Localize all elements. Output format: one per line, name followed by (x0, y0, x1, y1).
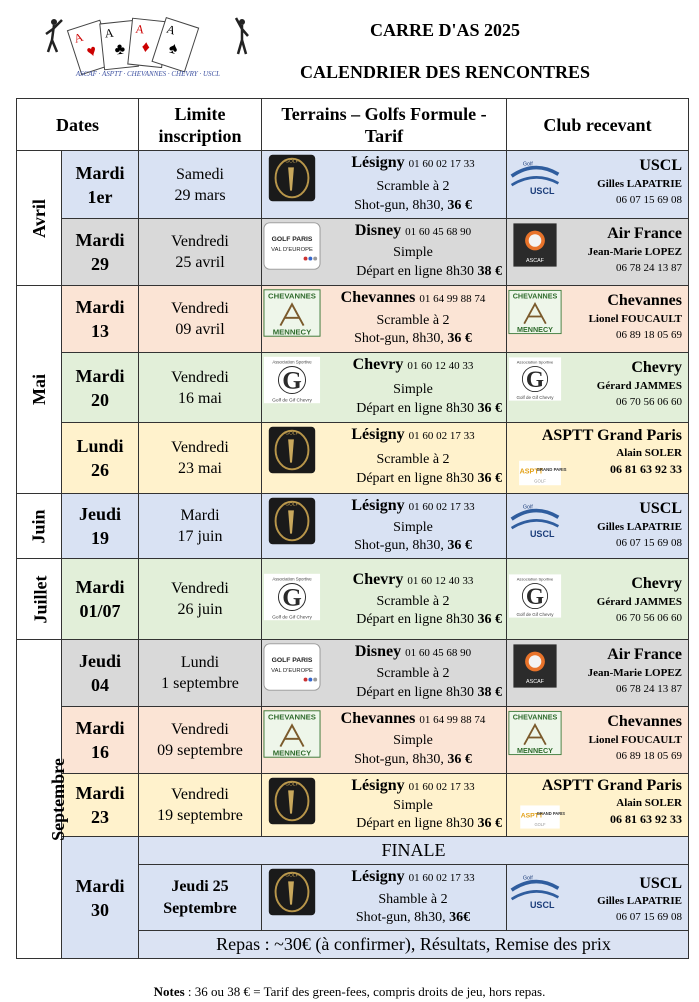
svg-text:G: G (525, 367, 545, 394)
ace-cards-icon (67, 18, 198, 75)
svg-text:VAL D'EUROPE: VAL D'EUROPE (271, 246, 313, 253)
svg-text:Golf de Gif Chevry: Golf de Gif Chevry (516, 611, 554, 617)
svg-text:GOLF: GOLF (285, 782, 299, 788)
table-row (17, 494, 689, 559)
svg-text:USCL: USCL (529, 529, 555, 540)
terrain-cell: CHEVANNES MENNECY Chevannes 01 64 99 88 74 Scramble à 2 Shot-gun, 8h30, 36 € (262, 286, 507, 353)
svg-text:A: A (164, 21, 178, 38)
table-row (17, 219, 689, 286)
table-row (17, 353, 689, 423)
date-cell: Jeudi 04 (62, 640, 139, 707)
calendar-table (16, 98, 689, 959)
club-cell: ASPTT GRAND PARIS GOLF ASPTT Grand Paris Alain SOLER 06 81 63 92 33 (507, 423, 689, 494)
club-cell: USCL Golf USCL Gilles LAPATRIE 06 07 15 69 08 (507, 865, 689, 931)
lesigny-golf-logo (263, 866, 321, 918)
svg-text:Golf: Golf (522, 504, 533, 511)
svg-text:GOLF: GOLF (285, 431, 299, 437)
terrain-cell: GOLF PARIS VAL D'EUROPE Disney 01 60 45 68 90 Scramble à 2 Départ en ligne 8h30 38 € (262, 640, 507, 707)
lesigny-golf-logo (263, 152, 321, 204)
svg-text:Association Sportive: Association Sportive (516, 576, 554, 582)
svg-text:GRAND PARIS: GRAND PARIS (536, 810, 566, 816)
limit-cell: Vendredi 09 avril (139, 286, 262, 353)
club-cell: USCL Golf USCL Gilles LAPATRIE 06 07 15 69 08 (507, 151, 689, 219)
svg-text:♦: ♦ (140, 38, 151, 57)
table-row (17, 707, 689, 774)
terrain-cell: GOLF Lésigny 01 60 02 17 33 Scramble à 2 Shot-gun, 8h30, 36 € (262, 151, 507, 219)
svg-text:Golf de Gif Chevry: Golf de Gif Chevry (516, 394, 554, 400)
limit-cell: Samedi 29 mars (139, 151, 262, 219)
svg-text:Association Sportive: Association Sportive (516, 359, 554, 365)
golfer-right-icon (236, 18, 248, 54)
date-cell: Mardi 29 (62, 219, 139, 286)
date-cell: Jeudi 19 (62, 494, 139, 559)
club-cell: CHEVANNES MENNECY Chevannes Lionel FOUCAULT 06 89 18 05 69 (507, 286, 689, 353)
limit-cell: Jeudi 25 Septembre (139, 865, 262, 931)
chevry-club-logo (508, 354, 562, 404)
table-row (17, 151, 689, 219)
table-row (17, 640, 689, 707)
page-subtitle: CALENDRIER DES RENCONTRES (299, 62, 591, 82)
svg-text:Golf: Golf (522, 875, 533, 882)
repas-info: Repas : ~30€ (à confirmer), Résultats, Remise des prix (139, 931, 689, 959)
date-cell: Mardi 13 (62, 286, 139, 353)
finale-label: FINALE (139, 837, 689, 865)
svg-text:ASPTT: ASPTT (519, 466, 544, 476)
svg-text:VAL D'EUROPE: VAL D'EUROPE (271, 667, 313, 674)
date-cell: Mardi 23 (62, 774, 139, 837)
svg-text:GOLF: GOLF (534, 478, 546, 484)
table-header-row (17, 99, 689, 151)
chevannes-golf-logo (263, 708, 321, 760)
table-row (17, 286, 689, 353)
limit-cell: Vendredi 16 mai (139, 353, 262, 423)
svg-text:GOLF PARIS: GOLF PARIS (271, 657, 313, 665)
svg-text:GOLF: GOLF (285, 873, 299, 879)
svg-text:USCL: USCL (529, 900, 555, 911)
svg-text:Golf: Golf (522, 161, 533, 168)
svg-text:GOLF: GOLF (285, 502, 299, 508)
chevannes-club-logo (508, 287, 562, 337)
svg-text:Association Sportive: Association Sportive (272, 359, 312, 365)
page-header (0, 0, 699, 95)
svg-text:CHEVANNES: CHEVANNES (512, 291, 558, 301)
month-cell: Juin (17, 494, 62, 559)
asptt-club-logo (508, 800, 572, 834)
date-cell: Mardi 20 (62, 353, 139, 423)
terrain-cell: GOLF PARIS VAL D'EUROPE Disney 01 60 45 68 90 Simple Départ en ligne 8h30 38 € (262, 219, 507, 286)
club-cell: ASPTT GRAND PARIS GOLF ASPTT Grand Paris Alain SOLER 06 81 63 92 33 (507, 774, 689, 837)
limit-cell: Vendredi 26 juin (139, 559, 262, 640)
uscl-club-logo (508, 495, 562, 545)
svg-text:Golf de Gif Chevry: Golf de Gif Chevry (272, 398, 312, 404)
terrain-cell: Association Sportive G Golf de Gif Chevry Chevry 01 60 12 40 33 Simple Départ en ligne 8h30 36 € (262, 353, 507, 423)
cards-golfer-logo (40, 14, 256, 78)
chevannes-club-logo (508, 708, 562, 758)
header-terrains: Terrains – Golfs Formule - Tarif (262, 99, 507, 151)
asptt-club-logo (508, 455, 572, 491)
footer-notes: Notes : 36 ou 38 € = Tarif des green-fees, compris droits de jeu, hors repas. (153, 984, 546, 999)
lesigny-golf-logo (263, 775, 321, 827)
ascaf-club-logo (508, 641, 562, 691)
terrain-cell: GOLF Lésigny 01 60 02 17 33 Shamble à 2 Shot-gun, 8h30, 36€ (262, 865, 507, 931)
club-cell: ASCAF Air France Jean-Marie LOPEZ 06 78 24 13 87 (507, 219, 689, 286)
chevry-golf-logo (263, 354, 321, 406)
uscl-club-logo (508, 152, 562, 202)
lesigny-golf-logo (263, 424, 321, 476)
svg-text:MENNECY: MENNECY (272, 748, 312, 758)
lesigny-golf-logo (263, 495, 321, 547)
table-row (17, 774, 689, 837)
terrain-cell: GOLF Lésigny 01 60 02 17 33 Scramble à 2 Départ en ligne 8h30 36 € (262, 423, 507, 494)
limit-cell: Vendredi 19 septembre (139, 774, 262, 837)
month-cell: Avril (17, 151, 62, 286)
chevannes-golf-logo (263, 287, 321, 339)
club-cell: ASCAF Air France Jean-Marie LOPEZ 06 78 24 13 87 (507, 640, 689, 707)
svg-text:Association Sportive: Association Sportive (272, 576, 312, 582)
limit-cell: Vendredi 23 mai (139, 423, 262, 494)
club-cell: USCL Golf USCL Gilles LAPATRIE 06 07 15 69 08 (507, 494, 689, 559)
club-cell: Association Sportive G Golf de Gif Chevry Chevry Gérard JAMMES 06 70 56 06 60 (507, 353, 689, 423)
svg-text:MENNECY: MENNECY (517, 745, 553, 755)
date-cell: Mardi 30 (62, 837, 139, 959)
terrain-cell: GOLF Lésigny 01 60 02 17 33 Simple Shot-gun, 8h30, 36 € (262, 494, 507, 559)
terrain-cell: GOLF Lésigny 01 60 02 17 33 Simple Départ en ligne 8h30 36 € (262, 774, 507, 837)
svg-text:GOLF: GOLF (534, 821, 546, 827)
club-cell: Association Sportive G Golf de Gif Chevry Chevry Gérard JAMMES 06 70 56 06 60 (507, 559, 689, 640)
disney-golf-logo (263, 220, 321, 272)
page-title: CARRE D'AS 2025 (369, 20, 520, 40)
month-cell: Mai (17, 286, 62, 494)
month-cell: Septembre (17, 640, 62, 959)
svg-text:♣: ♣ (113, 40, 126, 59)
svg-text:G: G (282, 367, 302, 395)
header-club: Club recevant (507, 99, 689, 151)
date-cell: Mardi 1er (62, 151, 139, 219)
svg-text:ASCAF: ASCAF (526, 258, 544, 265)
limit-cell: Vendredi 25 avril (139, 219, 262, 286)
svg-text:CHEVANNES: CHEVANNES (268, 291, 316, 301)
svg-text:A: A (104, 25, 115, 41)
svg-text:GOLF: GOLF (285, 159, 299, 165)
table-row (17, 559, 689, 640)
svg-text:♠: ♠ (166, 39, 180, 59)
svg-text:A: A (134, 21, 145, 37)
table-row (17, 423, 689, 494)
uscl-club-logo (508, 866, 562, 916)
svg-text:MENNECY: MENNECY (517, 324, 553, 334)
month-cell: Juillet (17, 559, 62, 640)
svg-text:MENNECY: MENNECY (272, 327, 312, 337)
header-limite: Limite inscription (139, 99, 262, 151)
svg-text:CHEVANNES: CHEVANNES (512, 712, 558, 722)
golfer-left-icon (46, 19, 62, 52)
chevry-club-logo (508, 571, 562, 621)
date-cell: Mardi 16 (62, 707, 139, 774)
date-cell: Mardi 01/07 (62, 559, 139, 640)
svg-text:G: G (282, 584, 302, 612)
logo-text: ASCAF · ASPTT · CHEVANNES · CHEVRY · USCL (75, 70, 221, 78)
svg-text:G: G (525, 584, 545, 611)
finale-header-row (17, 837, 689, 865)
chevry-golf-logo (263, 571, 321, 623)
ascaf-club-logo (508, 220, 562, 270)
svg-text:ASCAF: ASCAF (526, 679, 544, 686)
svg-text:CHEVANNES: CHEVANNES (268, 712, 316, 722)
terrain-cell: CHEVANNES MENNECY Chevannes 01 64 99 88 74 Simple Shot-gun, 8h30, 36 € (262, 707, 507, 774)
svg-text:USCL: USCL (529, 186, 555, 197)
limit-cell: Mardi 17 juin (139, 494, 262, 559)
limit-cell: Lundi 1 septembre (139, 640, 262, 707)
svg-text:GOLF PARIS: GOLF PARIS (271, 236, 313, 244)
svg-text:A: A (72, 29, 85, 46)
club-cell: CHEVANNES MENNECY Chevannes Lionel FOUCAULT 06 89 18 05 69 (507, 707, 689, 774)
svg-text:Golf de Gif Chevry: Golf de Gif Chevry (272, 615, 312, 621)
disney-golf-logo (263, 641, 321, 693)
svg-text:GRAND PARIS: GRAND PARIS (536, 466, 567, 472)
limit-cell: Vendredi 09 septembre (139, 707, 262, 774)
terrain-cell: Association Sportive G Golf de Gif Chevry Chevry 01 60 12 40 33 Scramble à 2 Départ en ligne 8h30 36 € (262, 559, 507, 640)
svg-text:♥: ♥ (84, 42, 100, 62)
svg-text:ASPTT: ASPTT (520, 812, 543, 820)
date-cell: Lundi 26 (62, 423, 139, 494)
header-dates: Dates (17, 99, 139, 151)
